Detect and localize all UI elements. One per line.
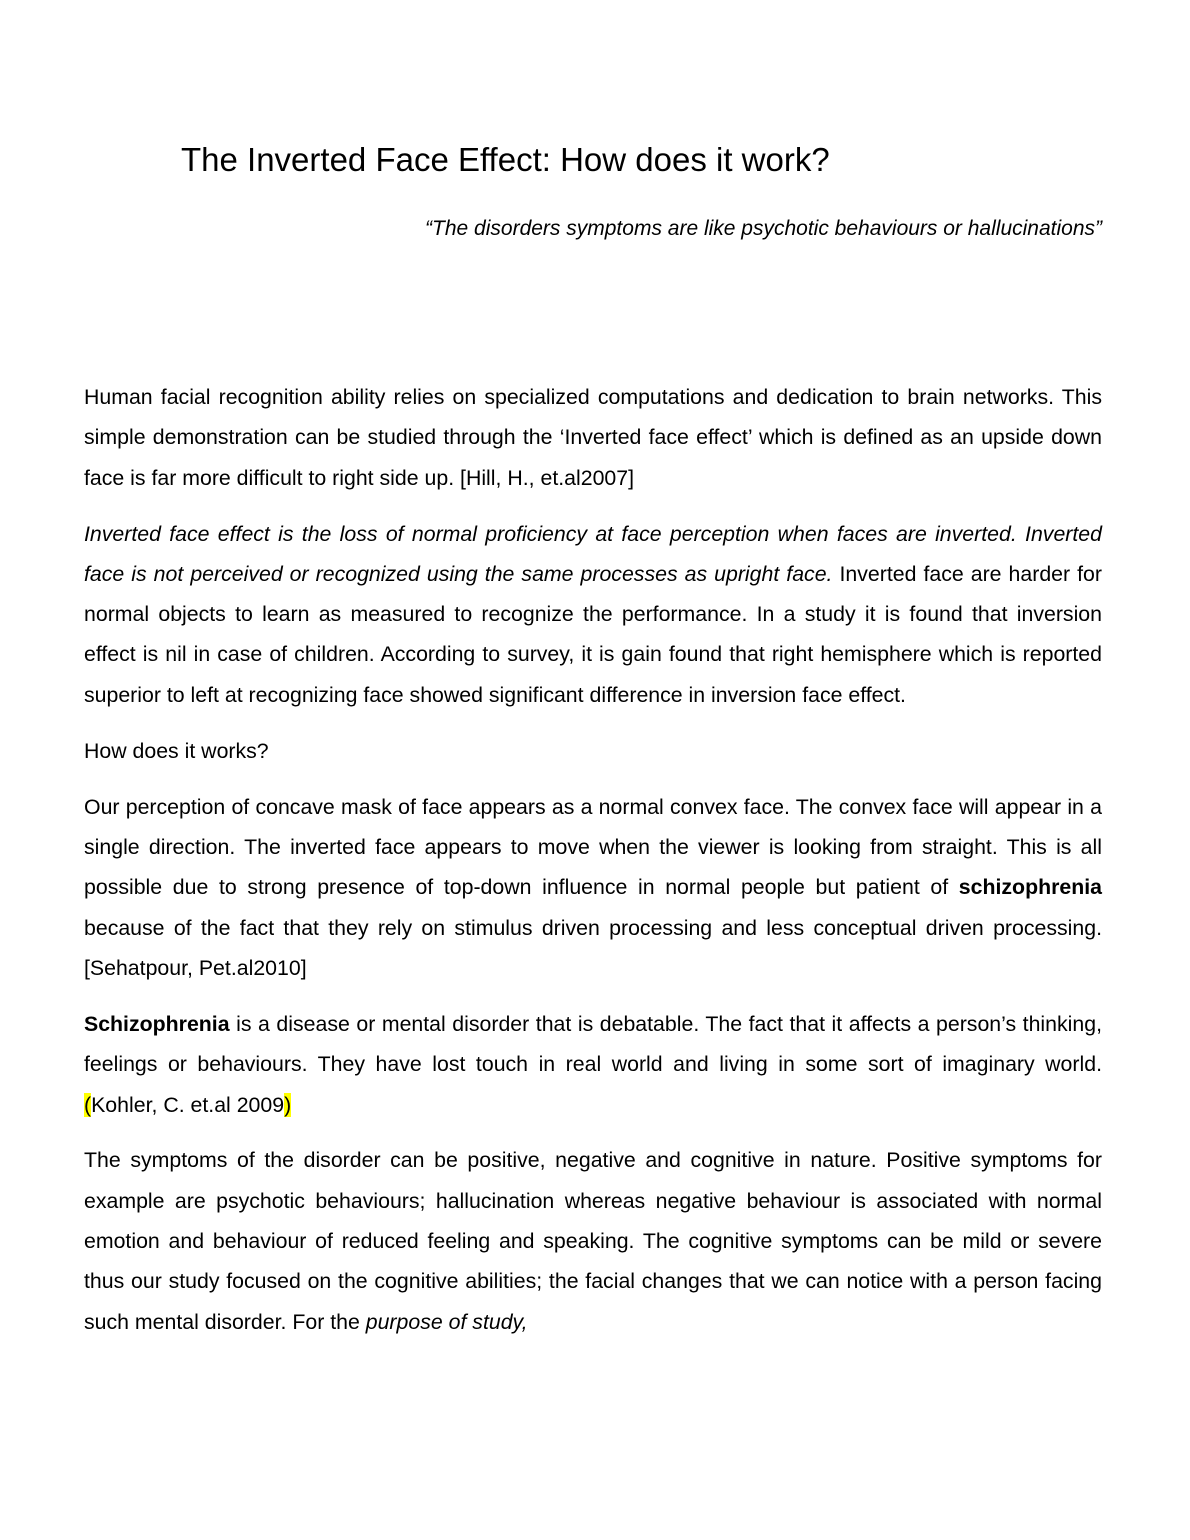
paragraph-perception [84, 787, 1102, 988]
epigraph-quote: “The disorders symptoms are like psychotic behaviours or hallucinations” [425, 217, 1102, 240]
page-title: The Inverted Face Effect: How does it work? [181, 141, 830, 178]
highlighted-paren-open: ( [84, 1092, 92, 1117]
highlighted-paren-close: ) [284, 1092, 292, 1117]
citation-kohler: Kohler, C. et.al 2009 [91, 1092, 285, 1117]
purpose-italic-text: purpose of study, [365, 1309, 528, 1334]
paragraph-schizophrenia [84, 1004, 1102, 1125]
schizophrenia-heading-term: Schizophrenia [84, 1011, 230, 1036]
paragraph-symptoms [84, 1140, 1102, 1341]
definition-text: Inverted face are harder for normal objects to learn as measured to recognize the performance. In a study it is found that inversion effect is nil in case of children. According to survey, it is gain found that right hemisphere which is reported superior to left at recognizing face showed significant difference in inversion face effect. [84, 561, 1102, 707]
section-heading-how: How does it works? [84, 738, 269, 763]
document-body [84, 377, 1102, 1358]
perception-text-end: because of the fact that they rely on stimulus driven processing and less conceptual driven processing. [Sehatpour, Pet.al2010] [84, 915, 1102, 980]
symptoms-text: The symptoms of the disorder can be positive, negative and cognitive in nature. Positive symptoms for example are psychotic behaviours; hallucination whereas negative behaviour is associated with normal emotion and behaviour of reduced feeling and speaking. The cognitive symptoms can be mild or severe thus our study focused on the cognitive abilities; the facial changes that we can notice with a person facing such mental disorder. For the [84, 1148, 1102, 1334]
paragraph-intro: Human facial recognition ability relies on specialized computations and dedication to brain networks. This simple demonstration can be studied through the ‘Inverted face effect’ which is defined as an upside down face is far more difficult to right side up. [Hill, H., et.al2007] [84, 385, 1102, 490]
definition-italic-text: Inverted face effect is the loss of normal proficiency at face perception when faces are inverted. Inverted face is not perceived or recognized using the same processes as upright face. [84, 521, 1102, 586]
perception-text-start: Our perception of concave mask of face appears as a normal convex face. The convex face will appear in a single direction. The inverted face appears to move when the viewer is looking from straight. This is all possible due to strong presence of top-down influence in normal people but patient of [84, 794, 1102, 900]
paragraph-definition [84, 514, 1102, 715]
schizophrenia-bold-term: schizophrenia [958, 875, 1102, 900]
schizophrenia-text: is a disease or mental disorder that is debatable. The fact that it affects a person’s thinking, feelings or behaviours. They have lost touch in real world and living in some sort of imaginary world. [84, 1011, 1102, 1077]
